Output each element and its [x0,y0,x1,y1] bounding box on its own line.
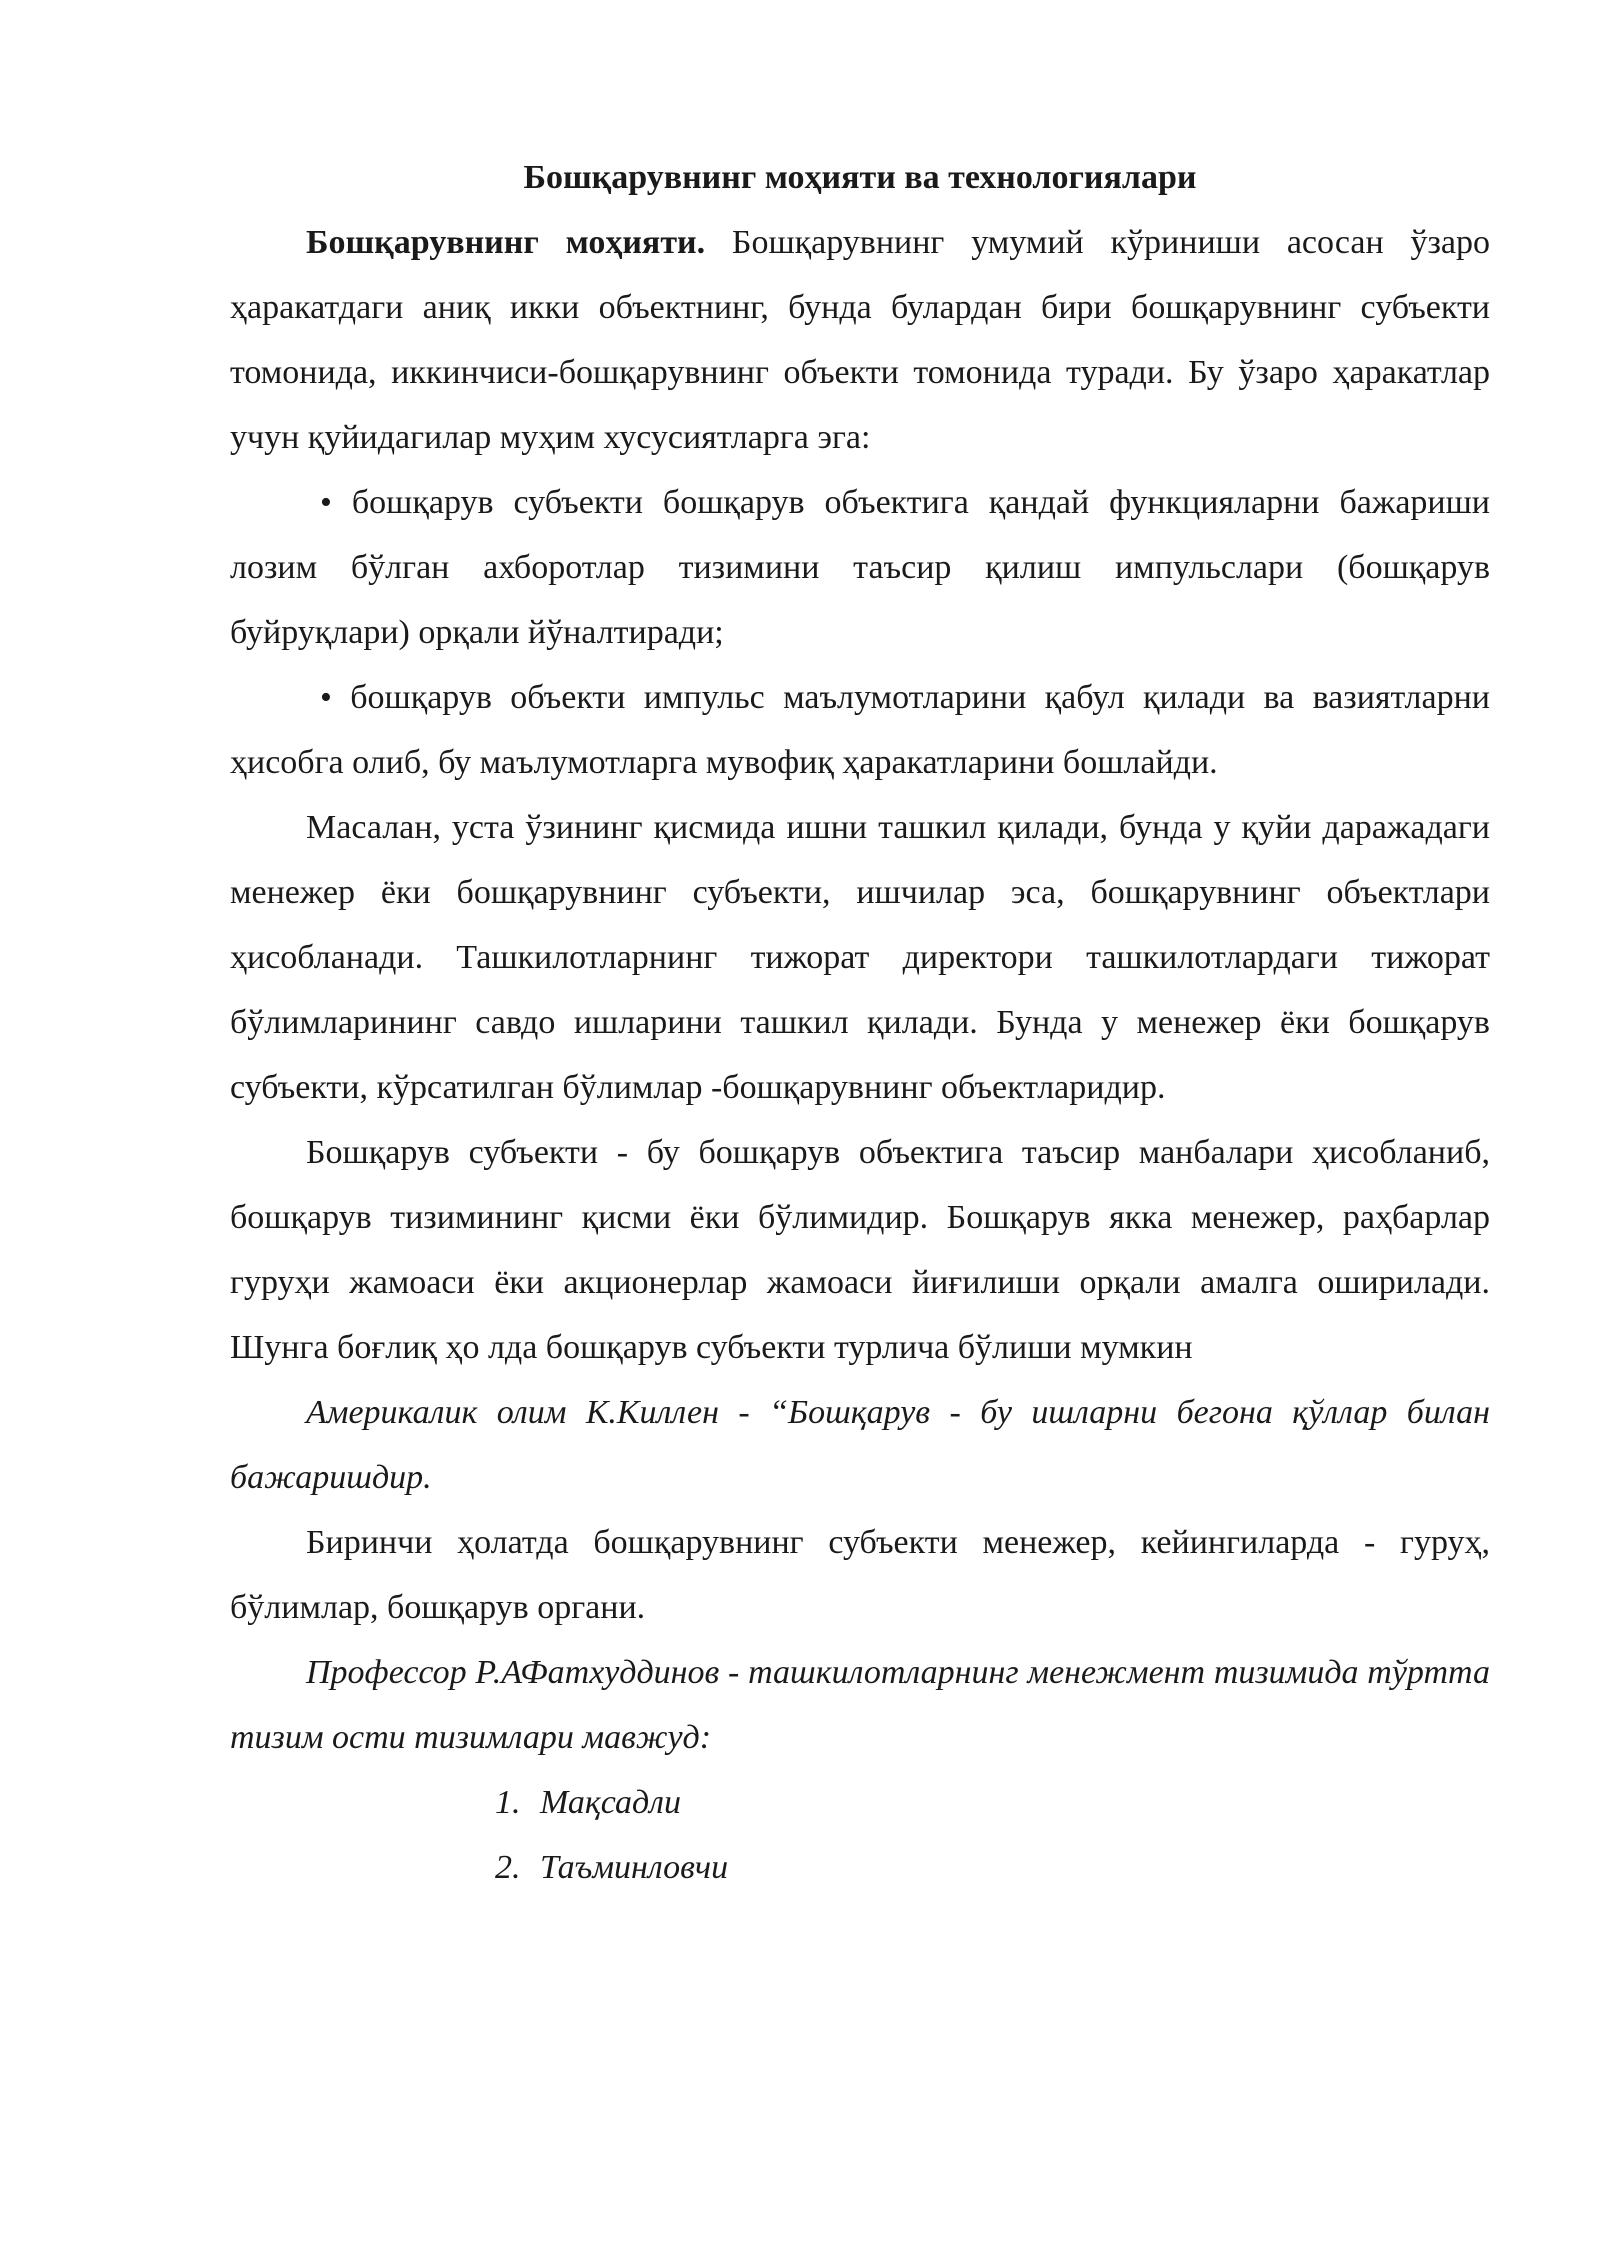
paragraph-example: Масалан, уста ўзининг қисмида ишни ташкил қилади, бунда у қуйи даражадаги менежер ёки бошқарувнинг субъекти, ишчилар эса, бошқарувнинг объектлари ҳисобланади. Ташкилотларнинг тижорат директори ташкилотлардаги тижорат бўлимларининг савдо ишларини ташкил қилади. Бунда у менежер ёки бошқарув субъекти, кўрсатилган бўлимлар -бошқарувнинг объектларидир. [230,809,1490,1106]
list-item [495,1835,1490,1900]
numbered-list [230,1770,1490,1900]
paragraph-essence [230,210,1490,470]
bullet-text: бошқарув субъекти бошқарув объектига қандай функцияларни бажариши лозим бўлган ахборотлар тизимини таъсир қилиш импульслари (бошқарув буйруқлари) орқали йўналтиради; [230,484,1490,651]
list-number: 1. [495,1784,521,1821]
bullet-item [230,665,1490,795]
list-item [495,1770,1490,1835]
list-text: Мақсадли [540,1784,681,1821]
page-title: Бошқарувнинг моҳияти ва технологиялари [523,159,1197,196]
paragraph-first-case: Биринчи ҳолатда бошқарувнинг субъекти менежер, кейингиларда - гуруҳ, бўлимлар, бошқарув органи. [230,1524,1490,1626]
paragraph-lead: Бошқарувнинг моҳияти. [306,224,706,261]
paragraph-quote-killen: Америкалик олим К.Киллен - “Бошқарув - бу ишларни бегона қўллар билан бажаришдир. [230,1394,1490,1496]
bullet-marker: • [320,679,332,716]
list-number: 2. [495,1849,521,1886]
paragraph-subject: Бошқарув субъекти - бу бошқарув объектига таъсир манбалари ҳисобланиб, бошқарув тизимининг қисми ёки бўлимидир. Бошқарув якка менежер, раҳбарлар гуруҳи жамоаси ёки акционерлар жамоаси йиғилиши орқали амалга оширилади. Шунга боғлиқ ҳо лда бошқарув субъекти турлича бўлиши мумкин [230,1134,1490,1366]
list-text: Таъминловчи [540,1849,729,1886]
bullet-marker: • [320,484,332,521]
bullet-text: бошқарув объекти импульс маълумотларини қабул қилади ва вазиятларни ҳисобга олиб, бу маълумотларга мувофиқ ҳаракатларини бошлайди. [230,679,1490,781]
bullet-item [230,470,1490,665]
paragraph-quote-fatkhutdinov: Профессор Р.АФатхуддинов - ташкилотларнинг менежмент тизимида тўртта тизим ости тизимлари мавжуд: [230,1654,1490,1756]
document-body [230,145,1490,1900]
paragraph-text: Бошқарувнинг умумий кўриниши асосан ўзаро ҳаракатдаги аниқ икки объектнинг, бунда булардан бири бошқарувнинг субъекти томонида, иккинчиси-бошқарувнинг объекти томонида туради. Бу ўзаро ҳаракатлар учун қуйидагилар муҳим хусусиятларга эга: [230,224,1490,456]
